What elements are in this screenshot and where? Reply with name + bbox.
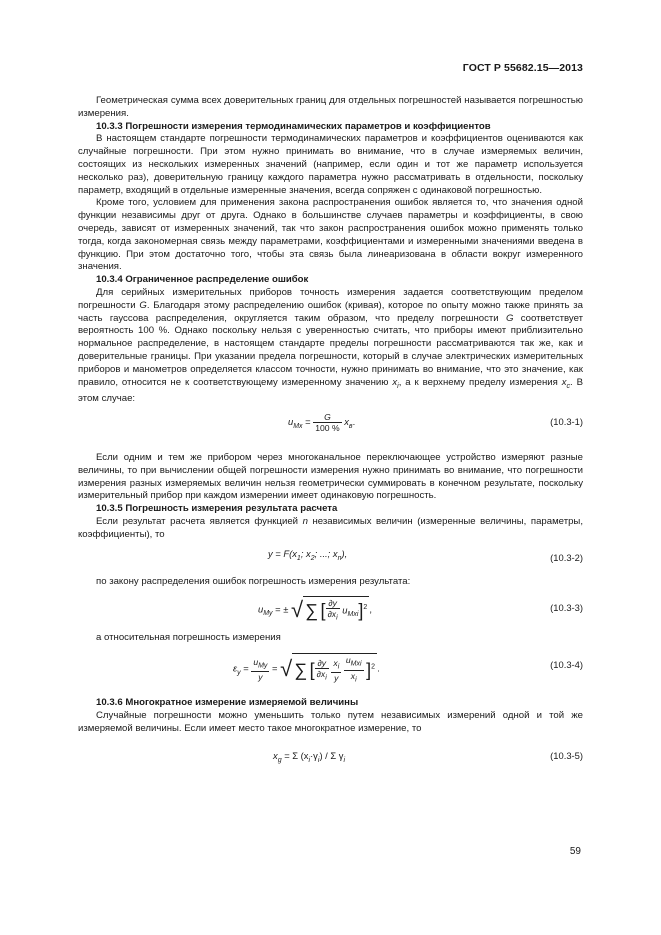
equation-number: (10.3-1): [550, 416, 583, 428]
section-heading-10-3-4: 10.3.4 Ограниченное распределение ошибок: [96, 274, 309, 286]
standard-header: ГОСТ Р 55682.15—2013: [462, 62, 583, 74]
section-heading-10-3-6: 10.3.6 Многократное измерение измеряемой величины: [96, 697, 359, 709]
section-heading-10-3-5: 10.3.5 Погрешность измерения результата расчета: [96, 503, 338, 515]
equation-number: (10.3-5): [550, 749, 583, 761]
paragraph: по закону распределения ошибок погрешность измерения результата:: [96, 575, 411, 587]
equation-number: (10.3-3): [550, 602, 583, 614]
equation-number: (10.3-4): [550, 659, 583, 671]
equation-10-3-2: $y = F(x_1$; $x_2$; ...; $x_n$), (10.3-2): [268, 547, 583, 563]
equation-10-3-4: $\varepsilon_y$ = $\frac{u_{My}}{y}$ = √ ∑ [ $\frac{\partial y}{\partial x_i}$ $\frac{x_i}{y}$ $\frac{u_{Mxi}}{x_i}$ ]$^2$ . (10.3-4): [233, 655, 583, 684]
equation-10-3-3: $u_{My}$ = ± √ ∑ [ $\frac{\partial y}{\partial x_i}$ $u_{Mxi}]^2$ , (10.3-3): [258, 597, 583, 623]
paragraph: Если результат расчета является функцией n независимых величин (измеренные величины, параметры, коэффициенты), то: [78, 516, 583, 540]
paragraph: В настоящем стандарте погрешности термодинамических параметров и коэффициентов оцениваются как случайные погрешности. При этом нужно принимать во внимание, что в случае измеряемых величин, состоящих из нескольких измеренных значений (например, если один и тот же параметр используется несколько раз), доверительную границу каждого параметра нужно рассматривать в отдельности, поскольку параметр, входящий в отдельные измеренные значения, всегда сопряжен с одинаковой погрешностью.: [78, 133, 583, 196]
equation-number: (10.3-2): [550, 551, 583, 563]
paragraph: Кроме того, условием для применения закона распространения ошибок является то, что значения одной функции независимы друг от друга. Однако в большинстве случаев параметры и коэффициенты, в свою очередь, зависят от измеренных значений, так что закон распространения ошибок можно применять только тогда, когда закономерная связь между параметрами, коэффициентами и измеренными значениями введена в функцию. При этом достаточно того, чтобы эта связь была линеаризована в области вокруг измеренного значения.: [78, 197, 583, 273]
paragraph: Если одним и тем же прибором через многоканальное переключающее устройство измеряют разные величины, то при вычислении общей погрешности измерения нужно принимать во внимание, что погрешности измерения разных измеряемых величин нельзя геометрически суммировать в конечном результате, поскольку измерительный прибор при каждом измерении имеет одинаковую погрешность.: [78, 452, 583, 502]
page-number: 59: [569, 846, 581, 857]
document-body: [78, 95, 583, 774]
section-heading-10-3-3: 10.3.3 Погрешности измерения термодинамических параметров и коэффициентов: [96, 120, 491, 132]
paragraph: Случайные погрешности можно уменьшить только путем независимых измерений одной и той же измеряемой величины. Если имеет место такое многократное измерение, то: [78, 710, 583, 734]
paragraph: Геометрическая сумма всех доверительных границ для отдельных погрешностей называется погрешностью измерения.: [78, 95, 583, 119]
equation-10-3-1: $u_{Mx}$ = $\frac{G}{100 \%}$ $x_в$. (10.3-1): [288, 412, 583, 434]
equation-10-3-5: $x_g = \Sigma$ $(x_i\cdot\gamma_i) / \Sigma$ $\gamma_i$ (10.3-5): [273, 749, 583, 764]
paragraph: а относительная погрешность измерения: [96, 632, 281, 644]
paragraph: Для серийных измерительных приборов точность измерения задается соответствующим пределом погрешности G. Благодаря этому распределению ошибок (кривая), которое по опыту можно также принять за часть гауссова распределения, округляется таким образом, что пределу погрешности G соответствует вероятность 100 %. Однако поскольку нельзя с уверенностью считать, что приборы имеют приблизительно нормальное распределение, в настоящем стандарте пределы погрешности рассматриваются так же, как и доверительные границы. При указании предела погрешности, который в случае электрических измерительных приборов и манометров определяется классом точности, нужно принимать во внимание, что это значение, как правило, относится не к соответствующему измеренному значению $x_i$, а к верхнему пределу измерения $x_c$. В этом случае:: [78, 286, 583, 405]
